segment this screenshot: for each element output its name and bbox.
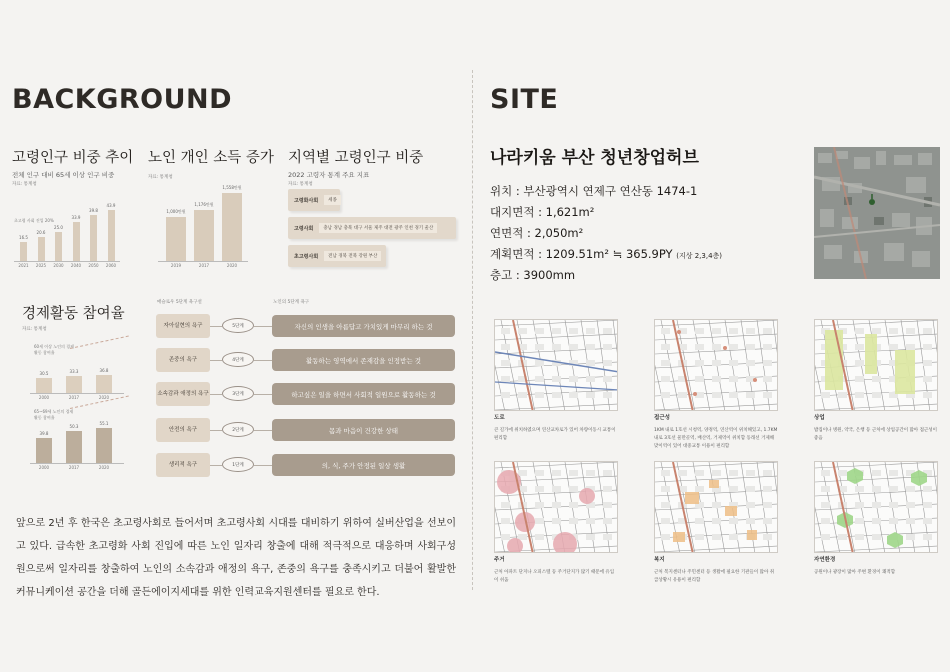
site-floor-area: 연면적 : 2,050m² xyxy=(490,226,584,240)
site-location: 위치 : 부산광역시 연제구 연산동 1474-1 xyxy=(490,184,698,198)
economic-bottom-label: 65~69세 노인의 경제활동 참여율 xyxy=(34,409,74,420)
economic-axis-label: 2000 xyxy=(38,465,50,470)
site-map-label: 도로 xyxy=(494,415,505,421)
region-desc: 전남 경북 전북 강원 부산 xyxy=(324,251,381,261)
need-arrow xyxy=(254,465,272,466)
site-planned-note: (지상 2,3,4층) xyxy=(676,252,723,260)
aging-axis-label: 2030 xyxy=(53,263,64,268)
aging-bar xyxy=(108,210,115,261)
economic-section xyxy=(22,302,125,332)
aging-ratio-title: 고령인구 비중 추이 xyxy=(12,150,134,166)
income-section xyxy=(148,146,274,180)
regional-section xyxy=(288,146,423,187)
economic-bar xyxy=(36,378,52,393)
income-bar-label: 1,558만원 xyxy=(222,185,242,191)
region-name: 초고령사회 xyxy=(294,253,319,260)
aging-bar-label: 43.9 xyxy=(106,203,116,209)
aging-ratio-section xyxy=(12,146,133,187)
aging-ratio-note: 초고령 사회 진입 20% xyxy=(14,218,54,223)
aging-bar xyxy=(38,237,45,261)
income-axis-label: 2017 xyxy=(198,263,210,268)
aerial-photo-svg xyxy=(814,147,940,279)
aging-ratio-source: 자료: 통계청 xyxy=(12,182,37,187)
regional-source: 자료: 통계청 xyxy=(288,182,313,187)
economic-top-label: 60세 이상 노인의 경제활동 참여율 xyxy=(34,344,74,355)
income-bar xyxy=(222,193,242,261)
aging-bar-label: 33.9 xyxy=(71,214,81,220)
income-source: 자료: 통계청 xyxy=(148,175,173,180)
aging-axis-label: 2021 xyxy=(18,263,29,268)
aging-axis-label: 2050 xyxy=(88,263,99,268)
need-stage: 2단계 xyxy=(222,422,254,437)
need-box: 자아실현의 욕구 xyxy=(156,314,210,338)
economic-axis-label: 2017 xyxy=(68,465,80,470)
needs-col2-header: 노인의 5단계 욕구 xyxy=(273,300,310,305)
region-name: 고령화사회 xyxy=(294,197,319,204)
economic-axis-label: 2020 xyxy=(98,395,110,400)
income-bar-label: 1,176만원 xyxy=(194,201,214,207)
region-desc: 세종 xyxy=(324,195,341,205)
aging-bar xyxy=(20,242,27,261)
economic-bar-label: 30.5 xyxy=(39,370,49,376)
site-map xyxy=(814,319,938,411)
economic-bar xyxy=(66,376,82,393)
income-chart xyxy=(158,182,248,268)
site-map xyxy=(494,319,618,411)
economic-bar-label: 55.1 xyxy=(99,421,109,427)
site-map-label: 자연환경 xyxy=(814,557,836,563)
aging-axis-label: 2025 xyxy=(35,263,47,268)
site-map-description: 밥집이나 병원, 약국, 은행 등 근처에 상업공간이 많아 접근성이 좋음 xyxy=(814,428,937,441)
site-map-description: 근처 복지센터나 주민센터 등 생활에 필요한 기관들이 많아 취급상황시 유용이 편리함 xyxy=(654,570,775,583)
needs-col1-header: 매슬로우 5단계 욕구설 xyxy=(157,300,202,305)
need-arrow xyxy=(210,430,222,431)
aging-axis-label: 2060 xyxy=(105,263,117,268)
economic-bar xyxy=(96,428,112,463)
site-name: 나라키움 부산 청년창업허브 xyxy=(490,148,699,168)
region-row xyxy=(288,245,386,267)
income-bar xyxy=(194,210,214,261)
aging-bar-label: 16.5 xyxy=(19,234,28,240)
economic-bar xyxy=(66,431,82,463)
region-desc: 충남 경남 충북 대구 서울 제주 대전 광주 인천 경기 울산 xyxy=(319,223,437,233)
economic-title: 경제활동 참여율 xyxy=(22,306,125,322)
need-stage: 3단계 xyxy=(222,386,254,401)
income-bar xyxy=(166,217,186,261)
site-map xyxy=(654,319,778,411)
economic-bar-label: 33.3 xyxy=(69,369,79,375)
economic-bar xyxy=(36,438,52,463)
aging-axis-label: 2040 xyxy=(70,263,82,268)
need-arrow xyxy=(210,326,222,327)
aging-ratio-chart xyxy=(14,192,120,268)
economic-bar-label: 36.8 xyxy=(99,367,109,373)
economic-axis-label: 2020 xyxy=(98,465,110,470)
aging-bar xyxy=(73,222,80,261)
need-description: 몸과 마음이 건강한 상태 xyxy=(272,419,455,441)
need-stage: 4단계 xyxy=(222,352,254,367)
need-arrow xyxy=(210,465,222,466)
need-description: 활동하는 영역에서 존재감을 인정받는 것 xyxy=(272,349,455,371)
site-map-label: 접근성 xyxy=(654,415,670,421)
need-arrow xyxy=(254,394,272,395)
site-map xyxy=(814,461,938,553)
need-stage: 5단계 xyxy=(222,318,254,333)
income-axis-label: 2019 xyxy=(170,263,182,268)
need-arrow xyxy=(210,394,222,395)
need-description: 의, 식, 주가 안정된 일상 생활 xyxy=(272,454,455,476)
site-land-area: 대지면적 : 1,621m² xyxy=(490,205,595,219)
need-box: 존중의 욕구 xyxy=(156,348,210,372)
site-map xyxy=(494,461,618,553)
economic-chart-65to69 xyxy=(30,414,124,470)
economic-source: 자료: 통계청 xyxy=(22,327,47,332)
need-arrow xyxy=(254,430,272,431)
background-heading: BACKGROUND xyxy=(12,84,233,115)
economic-axis-label: 2017 xyxy=(68,395,80,400)
need-arrow xyxy=(254,326,272,327)
site-map-description: 근처 아파트 단지나 오피스텔 등 주거단지가 많기 때문에 유입이 쉬움 xyxy=(494,570,615,583)
aging-bar xyxy=(55,232,62,261)
site-map-label: 상업 xyxy=(814,415,825,421)
economic-bar xyxy=(96,375,112,393)
aging-bar xyxy=(90,215,97,261)
need-box: 안전의 욕구 xyxy=(156,418,210,442)
income-title: 노인 개인 소득 증가 xyxy=(148,150,274,166)
aging-bar-label: 39.8 xyxy=(89,207,98,213)
need-box: 생리적 욕구 xyxy=(156,453,210,477)
economic-chart-60plus xyxy=(30,350,124,400)
site-map-description: 큰 길가에 위치하였으며 연산교차로가 있어 차량이동시 교통이 편리함 xyxy=(494,428,616,441)
site-heading: SITE xyxy=(490,84,559,115)
region-row xyxy=(288,189,340,211)
site-map-description: 공원이나 광장이 많아 주변 환경이 쾌적함 xyxy=(814,570,896,575)
need-description: 자신의 인생을 아름답고 가치있게 마무리 하는 것 xyxy=(272,315,455,337)
site-map-label: 복지 xyxy=(654,557,665,563)
need-box: 소속감과 애정의 욕구 xyxy=(156,382,210,406)
economic-bar-label: 50.3 xyxy=(69,424,79,430)
site-map-label: 주거 xyxy=(494,557,505,563)
need-arrow xyxy=(210,360,222,361)
site-floors: 층고 : 3900mm xyxy=(490,268,576,282)
site-planned-area: 계획면적 : 1209.51m² ≒ 365.9PY xyxy=(490,247,673,261)
site-map xyxy=(654,461,778,553)
aging-bar-label: 20.6 xyxy=(36,230,46,236)
section-divider xyxy=(472,70,473,590)
income-bar-label: 1,000만원 xyxy=(166,209,186,215)
economic-axis-label: 2000 xyxy=(38,395,50,400)
site-map-description: 1KM 내로 1호선 시청역, 양정역, 연산역이 위치해있고, 1.7KM 내로 3호선 물만골역, 배산역, 거제역이 위치함 동래선 거제해맞이역이 있어 대중교통 이용이 편리함 xyxy=(654,428,778,449)
economic-bar-label: 39.8 xyxy=(39,430,49,436)
regional-title: 지역별 고령인구 비중 xyxy=(288,150,424,166)
income-axis-label: 2020 xyxy=(226,263,238,268)
need-description: 하고싶은 일을 하면서 사회적 일원으로 활동하는 것 xyxy=(272,383,455,405)
region-row xyxy=(288,217,456,239)
economic-trend-arrow xyxy=(70,336,129,349)
background-paragraph: 앞으로 2년 후 한국은 초고령사회로 들어서며 초고령사회 시대를 대비하기 위하여 실버산업을 선보이고 있다. 급속한 초고령화 사회 진입에 따른 노인 일자리 창출에 대해 적극적으로 대응하며 사회구성원으로써 일자리를 창출하여 노인의 소속감과 애정의 욕구, 존중의 욕구를 충족시키고 더불어 활발한 커뮤니케이션 공간을 더해 골든에이지세대를 위한 인력교육지원센터를 필요로 한다. xyxy=(16,518,456,598)
region-name: 고령사회 xyxy=(294,225,314,232)
regional-subtitle: 2022 고령자 통계 주요 지표 xyxy=(288,171,370,179)
need-stage: 1단계 xyxy=(222,457,254,472)
aging-ratio-subtitle: 전체 인구 대비 65세 이상 인구 비중 xyxy=(12,171,115,179)
need-arrow xyxy=(254,360,272,361)
site-planned-area-line xyxy=(490,246,722,262)
aging-bar-label: 25.0 xyxy=(54,225,63,230)
aerial-photo xyxy=(814,147,940,279)
